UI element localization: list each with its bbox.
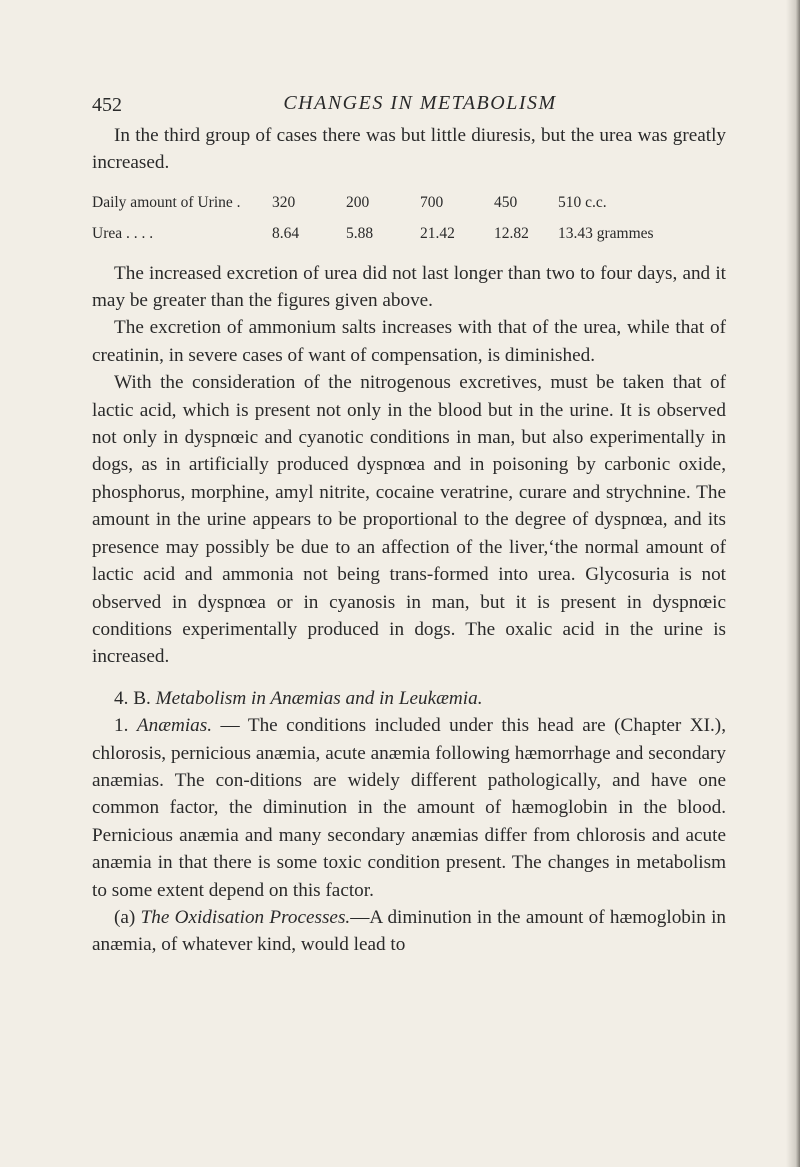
section-heading [92,685,726,712]
page-number: 452 [92,94,122,116]
running-title: CHANGES IN METABOLISM [283,92,557,114]
paragraph: The excretion of ammonium salts increases with that of the urea, while that of creatinin, in severe cases of want of compensation, is diminished. [92,317,726,366]
subsubsection-paragraph [92,904,726,959]
table-cell: 12.82 [494,225,529,243]
urine-table [92,187,654,250]
table-cell: 5.88 [346,225,374,243]
subsubsection-label: (a) [114,906,136,928]
table-cell: 13.43 grammes [558,225,654,243]
paragraph: The increased excretion of urea did not last longer than two to four days, and it may be greater than the figures given above. [92,262,726,312]
page-edge-shadow [786,0,800,1167]
subsubsection-title: The Oxidisation Processes. [140,906,351,928]
table-cell: 450 [494,193,518,211]
table-cell: 8.64 [272,225,300,243]
table-cell: 200 [346,193,370,211]
table-cell: 320 [272,193,296,211]
paragraph: With the consideration of the nitrogenous excretives, must be taken that of lactic acid, which is present not only in the blood but in the urine. It is observed not only in dyspnœic and cyanotic conditions in man, but also experimentally in dogs, as in artificially produced dyspnœa and in poisoning by carbonic oxide, phosphorus, morphine, amyl nitrite, cocaine veratrine, curare and strychnine. The amount in the urine appears to be proportional to the degree of dyspnœa, and its presence may possibly be due to an affection of the liver,ʻthe normal amount of lactic acid and ammonia not being trans-formed into urea. Glycosuria is not observed in dyspnœa or in cyanosis in man, but it is present in dyspnœic conditions experimentally produced in dogs. The oxalic acid in the urine is increased. [92,372,726,668]
table-cell: 510 c.c. [558,193,607,211]
intro-paragraph: In the third group of cases there was but little diuresis, but the urea was greatly increased. [92,125,726,174]
table-row [92,218,654,249]
table-cell: 21.42 [420,225,455,243]
table-row [92,187,654,218]
row-label: Urea . . . . [92,225,154,243]
subsection-number: 1. [114,715,129,737]
table-cell: 700 [420,193,444,211]
section-title: Metabolism in Anæmias and in Leukæmia. [155,687,483,709]
section-number: 4. B. [114,687,151,709]
row-label: Daily amount of Urine . [92,193,241,211]
subsection-text: — The conditions included under this head are (Chapter XI.), chlorosis, pernicious anæmia, acute anæmia following hæmorrhage and secondary anæmias. The con-ditions are widely different pathologically, and have one common factor, the diminution in the amount of hæmoglobin in the blood. Pernicious anæmia and many secondary anæmias differ from chlorosis and acute anæmia in that there is some toxic condition present. The changes in metabolism to some extent depend on this factor. [92,715,726,901]
subsection-paragraph [92,712,726,904]
body-text [92,122,726,959]
subsection-title: Anæmias. [136,715,213,737]
subsubsection-text: —A diminution in the amount of hæmoglobin in anæmia, of whatever kind, would lead to [92,906,726,956]
